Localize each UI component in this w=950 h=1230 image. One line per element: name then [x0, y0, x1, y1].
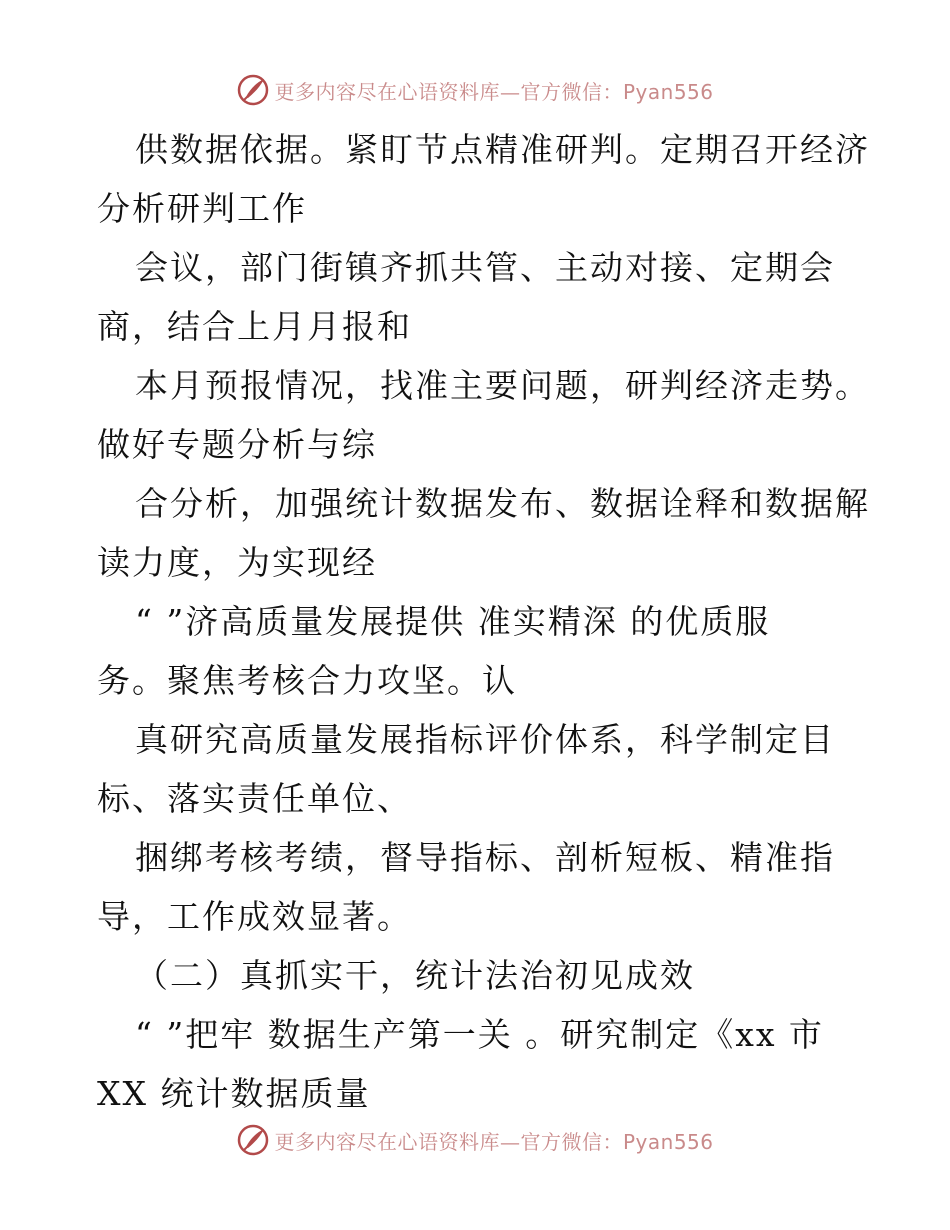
text-line: 本月预报情况，找准主要问题，研判经济走势。	[135, 366, 870, 405]
section-heading: （二）真抓实干，统计法治初见成效	[135, 956, 695, 995]
text-line: 务。聚焦考核合力攻坚。认	[97, 661, 517, 700]
text-line: 合分析，加强统计数据发布、数据诠释和数据解	[135, 484, 870, 523]
watermark-text: 更多内容尽在心语资料库—官方微信：Pyan556	[274, 1129, 714, 1154]
text-line: “ ”把牢 数据生产第一关 。研究制定《xx 市	[135, 1015, 824, 1054]
text-line: “ ”济高质量发展提供 准实精深 的优质服	[135, 602, 771, 641]
watermark-footer	[0, 1120, 950, 1160]
text-line: XX 统计数据质量	[97, 1074, 371, 1113]
text-line: 真研究高质量发展指标评价体系，科学制定目	[135, 720, 835, 759]
text-line: 捆绑考核考绩，督导指标、剖析短板、精准指	[135, 838, 835, 877]
text-line: 读力度，为实现经	[97, 543, 377, 582]
text-line: 会议，部门街镇齐抓共管、主动对接、定期会	[135, 248, 835, 287]
text-line: 分析研判工作	[97, 189, 307, 228]
text-line: 标、落实责任单位、	[97, 779, 412, 818]
feather-seal-icon	[236, 1123, 270, 1157]
watermark-header	[0, 70, 950, 110]
text-line: 做好专题分析与综	[97, 425, 377, 464]
text-line: 供数据依据。紧盯节点精准研判。定期召开经济	[135, 130, 870, 169]
text-line: 商，结合上月月报和	[97, 307, 412, 346]
watermark-text: 更多内容尽在心语资料库—官方微信：Pyan556	[274, 79, 714, 104]
feather-seal-icon	[236, 73, 270, 107]
document-body	[97, 120, 870, 1123]
text-line: 导，工作成效显著。	[97, 897, 412, 936]
